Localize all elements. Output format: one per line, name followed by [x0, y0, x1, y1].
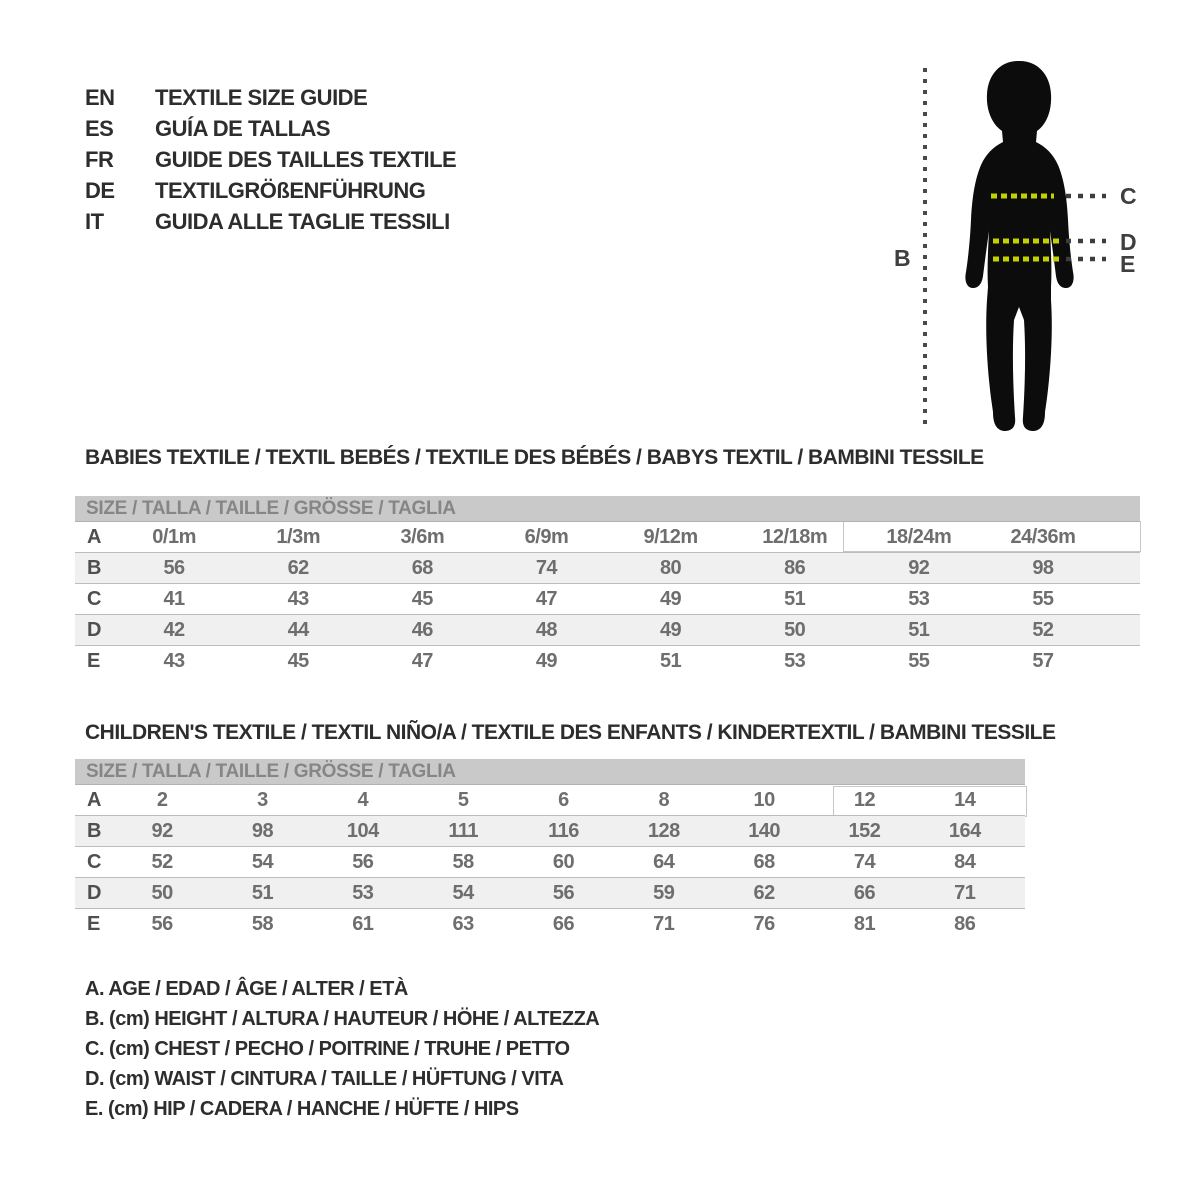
language-title: GUÍA DE TALLAS	[155, 116, 331, 141]
table-cell: 45	[411, 588, 433, 610]
table-cell: 56	[552, 882, 575, 904]
table-cell: 50	[151, 882, 173, 904]
table-cell: 45	[287, 650, 309, 672]
table-cell: 48	[535, 619, 558, 641]
table-cell: 1/3m	[276, 526, 320, 548]
table-cell: 3/6m	[400, 526, 445, 548]
table-cell: 12	[853, 789, 876, 811]
language-row	[85, 82, 456, 113]
table-cell: 50	[784, 619, 806, 641]
language-code: IT	[85, 209, 104, 234]
language-list	[85, 82, 456, 237]
table-cell: 92	[908, 557, 930, 579]
table-row-C	[75, 583, 1140, 614]
table-cell: 24/36m	[1010, 526, 1076, 548]
table-cell: 84	[954, 851, 976, 873]
table-cell: 53	[908, 588, 930, 610]
table-cell: 63	[452, 913, 474, 935]
table-cell: 68	[753, 851, 775, 873]
table-cell: 56	[163, 557, 185, 579]
table-cell: 80	[659, 557, 682, 579]
table-cell: 51	[784, 588, 806, 610]
table-cell: 56	[352, 851, 374, 873]
table-cell: 116	[548, 820, 579, 842]
table-cell: 49	[659, 619, 682, 641]
table-cell: 164	[948, 820, 981, 842]
table-cell: 8	[658, 789, 670, 811]
language-row	[85, 175, 456, 206]
table-cell: 2	[156, 789, 168, 811]
language-row	[85, 113, 456, 144]
table-row-E	[75, 908, 1025, 939]
table-cell: 140	[748, 820, 781, 842]
table-cell: 52	[151, 851, 173, 873]
legend-line-hip: E. (cm) HIP / CADERA / HANCHE / HÜFTE / HIPS	[85, 1098, 519, 1120]
row-label: A	[87, 526, 102, 548]
row-label: C	[87, 851, 102, 873]
table-cell: 74	[853, 851, 876, 873]
height-label: B	[894, 245, 911, 271]
table-cell: 5	[457, 789, 469, 811]
table-cell: 86	[784, 557, 806, 579]
table-row-C	[75, 846, 1025, 877]
table-cell: 60	[552, 851, 575, 873]
table-cell: 4	[357, 789, 369, 811]
table-cell: 61	[352, 913, 374, 935]
children-table-title: CHILDREN'S TEXTILE / TEXTIL NIÑO/A / TEXTILE DES ENFANTS / KINDERTEXTIL / BAMBINI TESSILE	[85, 721, 1056, 744]
table-cell: 6/9m	[524, 526, 569, 548]
language-code: DE	[85, 178, 115, 203]
waist-label: D	[1120, 229, 1137, 255]
table-cell: 55	[1032, 588, 1054, 610]
table-cell: 104	[346, 820, 379, 842]
table-row-B	[75, 815, 1025, 846]
table-cell: 53	[352, 882, 374, 904]
table-cell: 51	[251, 882, 274, 904]
legend-line-chest: C. (cm) CHEST / PECHO / POITRINE / TRUHE / PETTO	[85, 1038, 570, 1060]
table-cell: 86	[954, 913, 976, 935]
table-row-B	[75, 552, 1140, 583]
table-cell: 3	[257, 789, 268, 811]
measurement-legend	[85, 974, 599, 1124]
table-cell: 42	[163, 619, 185, 641]
table-cell: 53	[784, 650, 806, 672]
size-table-header: SIZE / TALLA / TAILLE / GRÖSSE / TAGLIA	[75, 759, 1025, 785]
table-cell: 54	[251, 851, 274, 873]
legend-line-waist: D. (cm) WAIST / CINTURA / TAILLE / HÜFTUNG / VITA	[85, 1068, 564, 1090]
table-row-D	[75, 614, 1140, 645]
table-cell: 51	[659, 650, 682, 672]
table-cell: 57	[1032, 650, 1054, 672]
babies-size-table	[75, 496, 1140, 676]
table-cell: 71	[653, 913, 675, 935]
table-cell: 81	[853, 913, 876, 935]
table-cell: 76	[753, 913, 775, 935]
table-row-E	[75, 645, 1140, 676]
legend-line-height: B. (cm) HEIGHT / ALTURA / HAUTEUR / HÖHE / ALTEZZA	[85, 1008, 600, 1030]
language-title: TEXTILGRÖßENFÜHRUNG	[155, 178, 426, 203]
language-code: FR	[85, 147, 114, 172]
table-cell: 55	[908, 650, 930, 672]
chest-label: C	[1120, 183, 1137, 209]
child-silhouette	[965, 61, 1073, 431]
language-row	[85, 144, 456, 175]
table-cell: 62	[287, 557, 309, 579]
table-row-D	[75, 877, 1025, 908]
table-cell: 98	[1032, 557, 1054, 579]
table-row-A	[75, 785, 1025, 815]
legend-line-age: A. AGE / EDAD / ÂGE / ALTER / ETÀ	[85, 978, 408, 1000]
row-label: B	[87, 557, 102, 579]
row-label: E	[87, 650, 101, 672]
language-code: ES	[85, 116, 114, 141]
table-cell: 54	[452, 882, 474, 904]
table-cell: 62	[753, 882, 775, 904]
babies-table-title: BABIES TEXTILE / TEXTIL BEBÉS / TEXTILE DES BÉBÉS / BABYS TEXTIL / BAMBINI TESSILE	[85, 446, 984, 469]
table-cell: 43	[163, 650, 185, 672]
table-cell: 92	[151, 820, 173, 842]
table-cell: 9/12m	[643, 526, 698, 548]
table-cell: 59	[653, 882, 675, 904]
table-cell: 0/1m	[152, 526, 196, 548]
table-cell: 128	[647, 820, 680, 842]
children-size-table	[75, 759, 1025, 939]
language-title: GUIDA ALLE TAGLIE TESSILI	[155, 209, 450, 234]
language-title: TEXTILE SIZE GUIDE	[155, 85, 368, 110]
table-cell: 12/18m	[762, 526, 828, 548]
table-cell: 74	[535, 557, 558, 579]
language-title: GUIDE DES TAILLES TEXTILE	[155, 147, 457, 172]
table-cell: 47	[411, 650, 433, 672]
table-cell: 66	[552, 913, 575, 935]
row-label: B	[87, 820, 102, 842]
table-cell: 152	[848, 820, 881, 842]
table-cell: 49	[659, 588, 682, 610]
table-cell: 98	[251, 820, 274, 842]
table-cell: 41	[163, 588, 185, 610]
table-row-A	[75, 522, 1140, 552]
hip-label: E	[1120, 251, 1136, 277]
table-cell: 6	[558, 789, 569, 811]
table-cell: 64	[653, 851, 675, 873]
table-cell: 66	[853, 882, 876, 904]
table-cell: 51	[908, 619, 930, 641]
table-cell: 71	[954, 882, 976, 904]
row-label: E	[87, 913, 101, 935]
table-cell: 18/24m	[886, 526, 952, 548]
table-cell: 68	[411, 557, 433, 579]
language-code: EN	[85, 85, 115, 110]
row-label: D	[87, 882, 102, 904]
table-cell: 49	[535, 650, 558, 672]
table-cell: 10	[753, 789, 775, 811]
row-label: C	[87, 588, 102, 610]
table-cell: 43	[287, 588, 309, 610]
table-cell: 46	[411, 619, 433, 641]
table-cell: 44	[287, 619, 309, 641]
table-cell: 14	[954, 789, 976, 811]
table-cell: 58	[452, 851, 474, 873]
table-cell: 56	[151, 913, 173, 935]
row-label: A	[87, 789, 102, 811]
table-cell: 111	[448, 820, 478, 842]
size-table-header: SIZE / TALLA / TAILLE / GRÖSSE / TAGLIA	[75, 496, 1140, 522]
language-row	[85, 206, 456, 237]
row-label: D	[87, 619, 102, 641]
table-cell: 47	[535, 588, 558, 610]
table-cell: 58	[251, 913, 274, 935]
table-cell: 52	[1032, 619, 1054, 641]
